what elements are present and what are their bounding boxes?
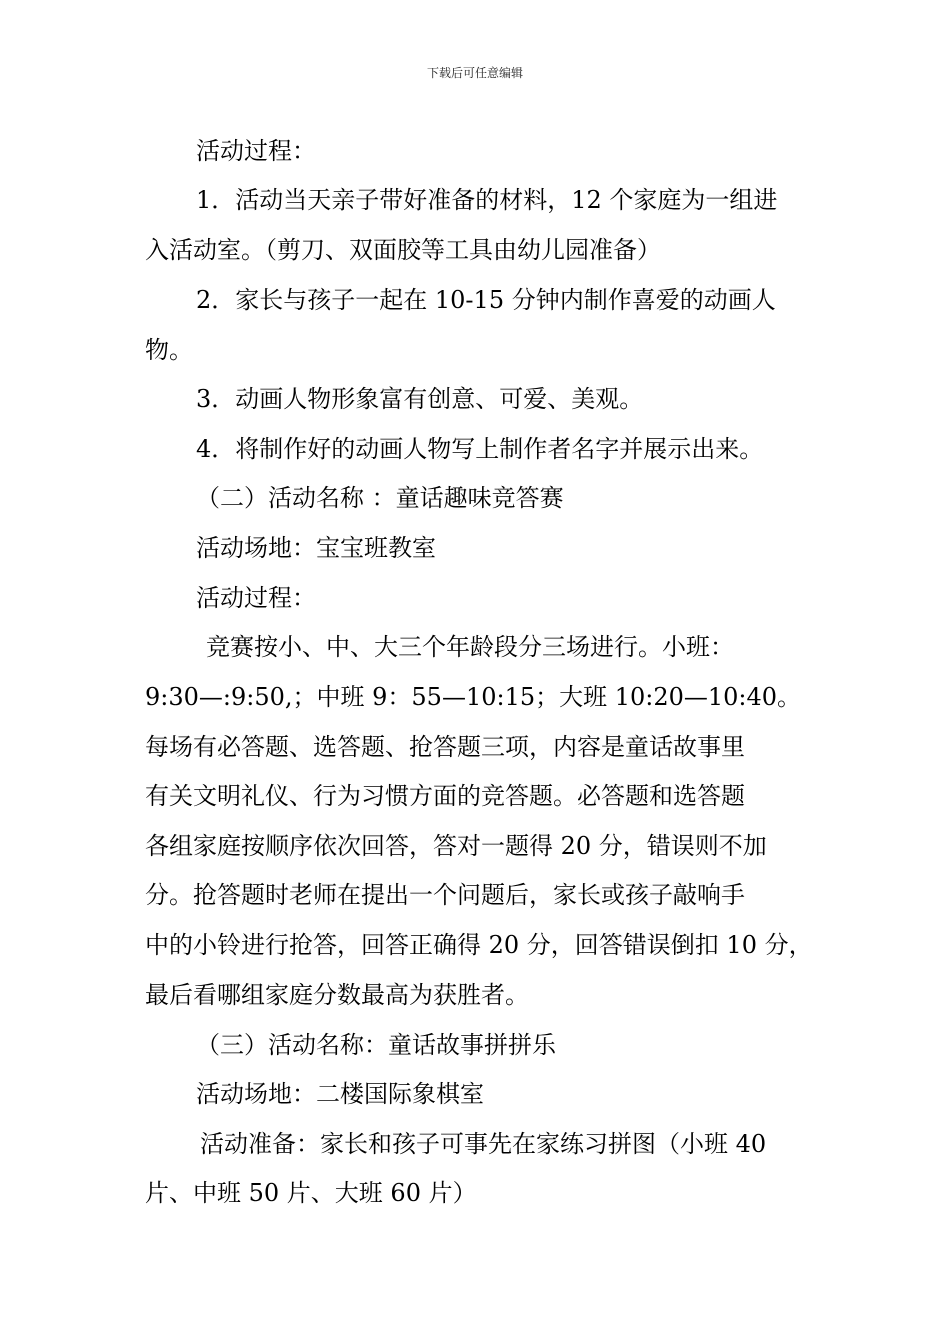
section-heading: （二）活动名称 ：童话趣味竞答赛 bbox=[196, 484, 564, 512]
text-line: 分。抢答题时老师在提出一个问题后，家长或孩子敲响手 bbox=[145, 881, 745, 909]
text-line: 活动场地：二楼国际象棋室 bbox=[196, 1080, 484, 1108]
text-line: 每场有必答题、选答题、抢答题三项，内容是童话故事里 bbox=[145, 733, 745, 761]
text-line: 中的小铃进行抢答，回答正确得 20 分，回答错误倒扣 10 分， bbox=[145, 931, 813, 959]
text-line: 9:30—:9:50,；中班 9：55—10:15；大班 10:20—10:40。 bbox=[145, 683, 802, 711]
text-line: 物。 bbox=[145, 336, 193, 364]
text-line: 3．动画人物形象富有创意、可爱、美观。 bbox=[196, 385, 644, 413]
text-line: 竞赛按小、中、大三个年龄段分三场进行。小班： bbox=[206, 633, 734, 661]
text-line: 2．家长与孩子一起在 10-15 分钟内制作喜爱的动画人 bbox=[196, 286, 776, 314]
text-line: 片、中班 50 片、大班 60 片） bbox=[145, 1179, 477, 1207]
text-line: 4．将制作好的动画人物写上制作者名字并展示出来。 bbox=[196, 435, 764, 463]
text-line: 活动过程： bbox=[196, 584, 316, 612]
text-line: 活动过程： bbox=[196, 137, 316, 165]
text-line: 1．活动当天亲子带好准备的材料，12 个家庭为一组进 bbox=[196, 186, 778, 214]
text-line: 入活动室。（剪刀、双面胶等工具由幼儿园准备） bbox=[145, 236, 661, 264]
text-line: 各组家庭按顺序依次回答，答对一题得 20 分，错误则不加 bbox=[145, 832, 767, 860]
section-heading: （三）活动名称：童话故事拼拼乐 bbox=[196, 1031, 556, 1059]
text-line: 有关文明礼仪、行为习惯方面的竞答题。必答题和选答题 bbox=[145, 782, 745, 810]
text-line: 活动准备：家长和孩子可事先在家练习拼图（小班 40 bbox=[200, 1130, 767, 1158]
text-line: 活动场地：宝宝班教室 bbox=[196, 534, 436, 562]
text-line: 最后看哪组家庭分数最高为获胜者。 bbox=[145, 981, 529, 1009]
page-header: 下载后可任意编辑 bbox=[426, 66, 523, 80]
